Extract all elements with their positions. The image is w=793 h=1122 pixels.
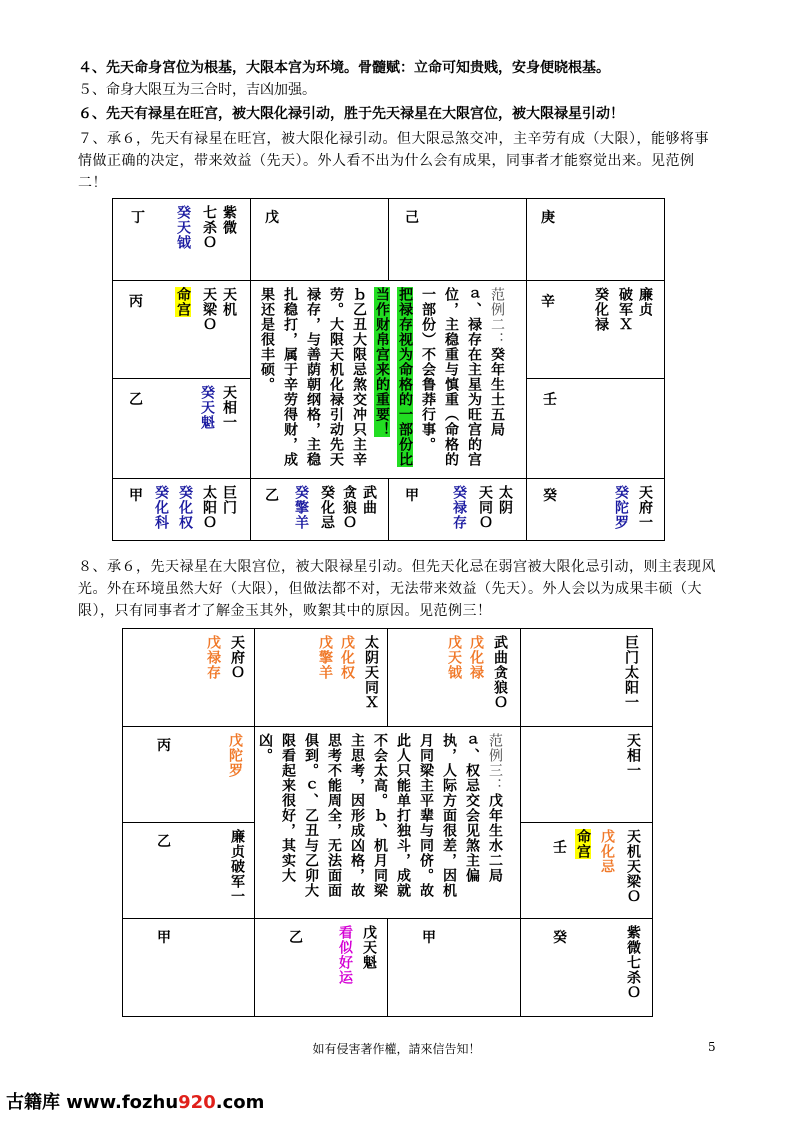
- palace-yi: [113, 379, 251, 479]
- note-text: ａ、权忌交会见煞主偏执，人际方面很差，因机月同梁主平辈与同侪。故此人只能单打独斗，成就不会太高。ｂ、机月同梁主思考，因形成凶格，故思考不能周全，无法面面俱到。ｃ、乙丑与乙卯大限看起来很好，其实大凶。: [257, 733, 480, 898]
- stem: 甲: [405, 488, 419, 504]
- chart-center: [255, 727, 521, 919]
- stem: 乙: [129, 392, 143, 408]
- rule-8-paragraph: ８、承６，先天禄星在大限宫位，被大限禄星引动。但先天化忌在弱宫被大限化忌引动，则主表现风光。外在环境虽然大好（大限），但做法都不对，无法带来效益（先天）。外人会以为成果丰硕（大限），只有同事者才了解金玉其外，败絮其中的原因。见范例三！: [78, 559, 716, 619]
- note-a: ａ、禄存在主星为旺宫的宫位，主稳重与慎重（命格的一部份）不会鲁莽行事。: [420, 287, 482, 467]
- gui-huake: 癸化科: [153, 485, 169, 530]
- stem: 丁: [131, 210, 145, 226]
- star: 天府一: [637, 485, 653, 530]
- rule-4: ４、先天命身宮位为根基，大限本宫为环境。骨髓赋：立命可知贵贱，安身便晓根基。: [78, 60, 610, 76]
- looks-lucky-note: 看似好运: [337, 925, 353, 985]
- star: 天府Ｏ: [229, 635, 245, 680]
- star: 癸化禄: [593, 287, 609, 332]
- stem: 甲: [422, 930, 436, 946]
- wu-qingyang: 戊擎羊: [317, 635, 333, 680]
- stem: 癸: [543, 488, 557, 504]
- rule-5: ５、命身大限互为三合时，吉凶加强。: [78, 82, 316, 98]
- example-3-chart: [122, 628, 653, 1017]
- site-watermark: [6, 1088, 264, 1114]
- star: 天同Ｏ: [477, 485, 493, 530]
- watermark-suffix: .com: [215, 1092, 265, 1113]
- example-title: 戊年生水二局: [487, 793, 503, 883]
- stem: 甲: [157, 930, 171, 946]
- rule-7-paragraph: ７、承６，先天有禄星在旺宫，被大限化禄引动。但大限忌煞交冲，主辛劳有成（大限），能够将事情做正确的决定，带来效益（先天）。外人看不出为什么会有成果，同事者才能察觉出来。见范例二！: [78, 131, 709, 191]
- palace-ji: [389, 199, 527, 281]
- life-palace-tag: 命宫: [175, 287, 191, 317]
- palace-r4c1: [123, 919, 255, 1017]
- star: 巨门: [221, 485, 237, 515]
- gui-qingyang: 癸擎羊: [293, 485, 309, 530]
- star: 天相一: [221, 385, 237, 430]
- palace-xin: [527, 281, 665, 379]
- stem: 乙: [157, 834, 171, 850]
- stem: 壬: [553, 840, 567, 856]
- palace-r2c1: [123, 727, 255, 823]
- star: 太阴天同Ｘ: [363, 635, 379, 710]
- palace-r3c4: [521, 823, 653, 919]
- stem: 辛: [541, 294, 555, 310]
- star: 七杀Ｏ: [201, 205, 217, 250]
- example-2-note: [258, 287, 508, 467]
- gui-tiankui: 癸天魁: [199, 385, 215, 430]
- copyright-footer: 如有侵害著作權，請來信告知！: [312, 1042, 481, 1056]
- star: 紫微: [221, 205, 237, 235]
- stem: 壬: [543, 392, 557, 408]
- palace-jia-2: [389, 479, 527, 541]
- rule-6: ６、先天有禄星在旺宫，被大限化禄引动，胜于先天禄星在大限宫位，被大限禄星引动！: [78, 106, 624, 122]
- watermark-prefix: 古籍库 www.fozhu: [6, 1092, 179, 1113]
- wu-lucun: 戊禄存: [205, 635, 221, 680]
- wu-tianyue: 戊天钺: [446, 635, 462, 680]
- star: 太阴: [497, 485, 513, 515]
- star: 紫微七杀Ｏ: [625, 925, 641, 1000]
- palace-r1c1: [123, 629, 255, 727]
- palace-r4c3: [388, 919, 521, 1017]
- watermark-number: 920: [178, 1092, 216, 1113]
- palace-r3c1: [123, 823, 255, 919]
- wu-huaquan: 戊化权: [339, 635, 355, 680]
- star: 天机天梁Ｏ: [625, 829, 641, 904]
- star: 武曲: [361, 485, 377, 515]
- wu-hualu: 戊化禄: [468, 635, 484, 680]
- palace-r4c2: [255, 919, 388, 1017]
- example-label: 范例三：: [487, 733, 503, 793]
- palace-ren: [527, 379, 665, 479]
- star: 巨门太阳一: [623, 635, 639, 710]
- stem: 癸: [553, 930, 567, 946]
- gui-tuoluo: 癸陀罗: [613, 485, 629, 530]
- note-b: ｂ乙丑大限忌煞交冲只主辛劳。大限天机化禄引动先天禄存，与善荫朝纲格，主稳扎稳打，属于辛劳得财，成果还是很丰硕。: [259, 287, 367, 467]
- stem: 丙: [129, 294, 143, 310]
- star: 天梁Ｏ: [201, 287, 217, 332]
- page-number: 5: [708, 1040, 716, 1054]
- gui-lucun: 癸禄存: [451, 485, 467, 530]
- palace-wu: [251, 199, 389, 281]
- wu-huaji: 戊化忌: [599, 829, 615, 874]
- stem: 乙: [265, 488, 279, 504]
- stem: 甲: [129, 488, 143, 504]
- stem: 丙: [157, 738, 171, 754]
- note-highlight: 把禄存视为命格的一部份比当作财帛宫来的重要！: [374, 287, 413, 467]
- palace-geng: [527, 199, 665, 281]
- star: 天相一: [625, 733, 641, 778]
- stem: 乙: [289, 930, 303, 946]
- wu-tiankui: 戊天魁: [361, 925, 377, 970]
- star: 癸化忌: [319, 485, 335, 530]
- star: 武曲贪狼Ｏ: [492, 635, 508, 710]
- palace-gui: [527, 479, 665, 541]
- example-3-note: [256, 733, 506, 911]
- palace-r1c2: [255, 629, 388, 727]
- palace-r1c4: [521, 629, 653, 727]
- example-label: 范例二：: [489, 287, 505, 347]
- palace-jia: [113, 479, 251, 541]
- star: 廉贞: [637, 287, 653, 317]
- gui-tianyue: 癸天钺: [175, 205, 191, 250]
- example-2-chart: [112, 198, 665, 541]
- stem: 己: [405, 210, 419, 226]
- wu-tuoluo: 戊陀罗: [227, 733, 243, 778]
- palace-r2c4: [521, 727, 653, 823]
- star: 贪狼Ｏ: [341, 485, 357, 530]
- stem: 庚: [541, 210, 555, 226]
- star: 破军Ｘ: [617, 287, 633, 332]
- star: 廉贞破军一: [229, 829, 245, 904]
- life-palace-tag: 命宫: [575, 829, 591, 859]
- palace-ding: [113, 199, 251, 281]
- palace-bing: [113, 281, 251, 379]
- palace-yi-2: [251, 479, 389, 541]
- palace-r4c4: [521, 919, 653, 1017]
- palace-r1c3: [388, 629, 521, 727]
- chart-center: [251, 281, 527, 479]
- star: 天机: [221, 287, 237, 317]
- example-title: 癸年生土五局: [489, 347, 505, 437]
- gui-huaquan: 癸化权: [177, 485, 193, 530]
- stem: 戊: [265, 210, 279, 226]
- star: 太阳Ｏ: [201, 485, 217, 530]
